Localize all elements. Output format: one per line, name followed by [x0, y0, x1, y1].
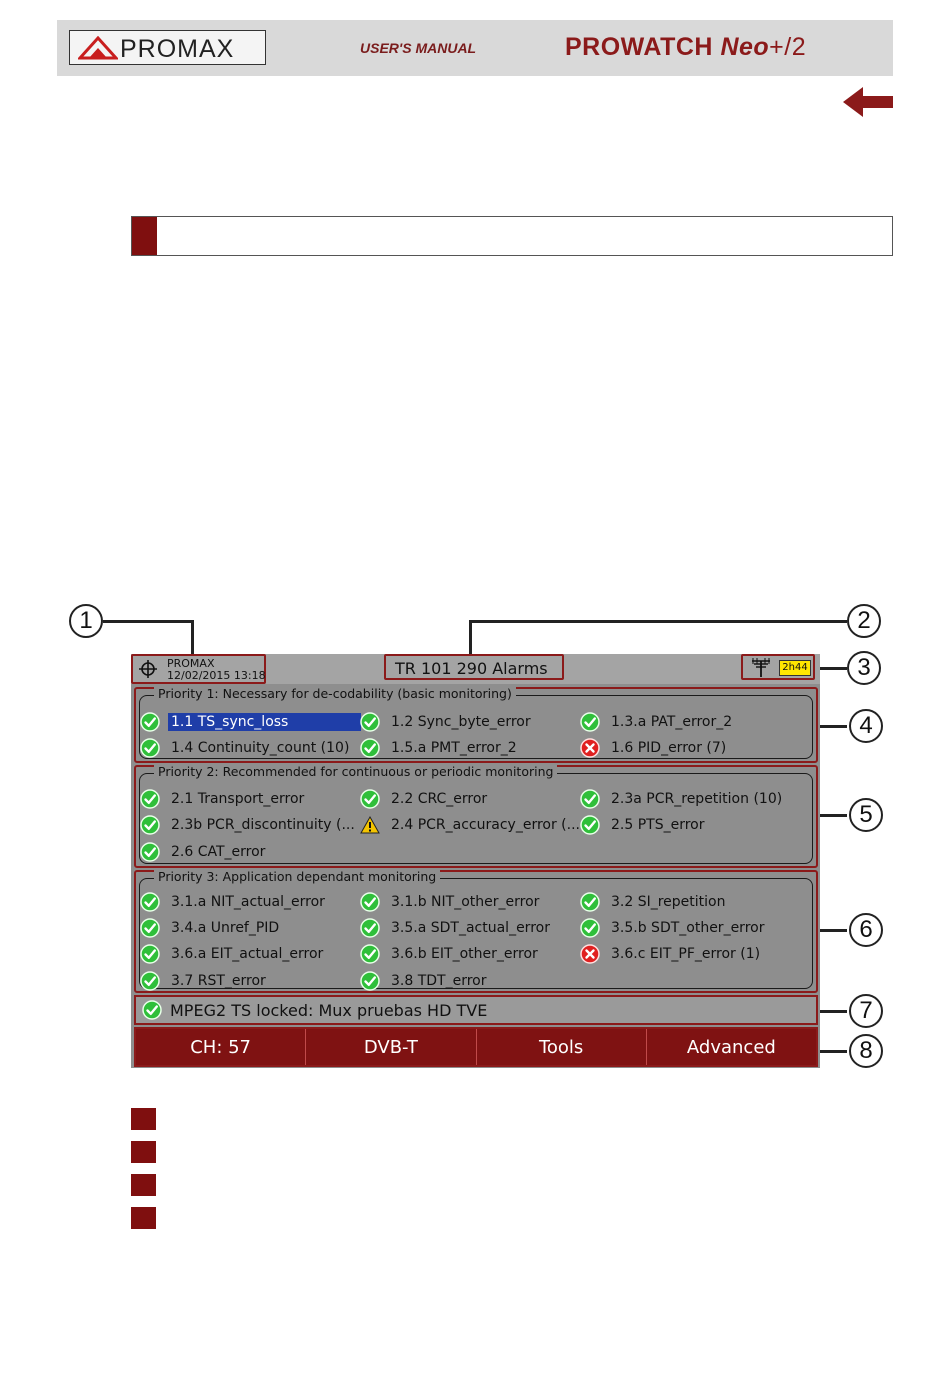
callout-8-leader	[818, 1050, 847, 1053]
channel-button[interactable]: CH: 57	[136, 1029, 306, 1065]
alarm-2-3a[interactable]	[580, 786, 785, 812]
tools-button[interactable]: Tools	[477, 1029, 647, 1065]
alarm-label: 1.5.a PMT_error_2	[391, 740, 517, 756]
section-marker	[132, 217, 157, 255]
bullet-marker	[131, 1108, 156, 1130]
target-icon[interactable]	[138, 659, 158, 679]
alarm-3-5a[interactable]	[360, 915, 553, 941]
alarm-label: 1.6 PID_error (7)	[611, 740, 727, 756]
date-time: 12/02/2015 13:18	[167, 669, 266, 682]
alarm-label: 2.3a PCR_repetition (10)	[611, 791, 783, 807]
callout-1-leader-down	[191, 620, 194, 658]
callout-4: 4	[849, 709, 883, 743]
brand-block	[167, 658, 266, 682]
ok-icon	[360, 738, 380, 758]
ok-icon	[360, 712, 380, 732]
ok-icon	[360, 892, 380, 912]
ok-icon	[580, 789, 600, 809]
alarm-3-1b[interactable]	[360, 889, 542, 915]
callout-2: 2	[847, 604, 881, 638]
bullet-marker	[131, 1207, 156, 1229]
ok-icon	[360, 918, 380, 938]
alarm-3-8[interactable]	[360, 968, 490, 994]
alarm-label: 1.1 TS_sync_loss	[168, 713, 361, 731]
ok-icon	[140, 918, 160, 938]
alarm-1-3a[interactable]	[580, 709, 735, 735]
bullet-marker	[131, 1141, 156, 1163]
screen-title: TR 101 290 Alarms	[395, 659, 548, 678]
ok-icon	[580, 815, 600, 835]
section-title-bar	[131, 216, 893, 256]
callout-1: 1	[69, 604, 103, 638]
callout-1-leader	[103, 620, 193, 623]
alarm-3-6b[interactable]	[360, 941, 541, 967]
alarm-label: 3.1.a NIT_actual_error	[171, 894, 325, 910]
alarm-label: 2.3b PCR_discontinuity (...	[171, 817, 355, 833]
alarm-label: 3.4.a Unref_PID	[171, 920, 280, 936]
callout-8: 8	[849, 1034, 883, 1068]
alarm-label: 1.4 Continuity_count (10)	[171, 740, 350, 756]
alarm-1-2[interactable]	[360, 709, 534, 735]
ok-icon	[140, 815, 160, 835]
alarm-2-3b[interactable]	[140, 812, 358, 838]
alarm-1-5a[interactable]	[360, 735, 520, 761]
warning-icon	[360, 815, 380, 835]
bullet-marker	[131, 1174, 156, 1196]
ok-icon	[140, 892, 160, 912]
alarm-label: 2.6 CAT_error	[171, 844, 266, 860]
callout-2-leader-down	[469, 620, 472, 656]
ok-icon	[140, 842, 160, 862]
alarm-3-4a[interactable]	[140, 915, 282, 941]
promax-logo	[69, 30, 266, 65]
priority-1-legend: Priority 1: Necessary for de-codability (basic monitoring)	[154, 686, 516, 701]
alarm-label: 3.2 SI_repetition	[611, 894, 726, 910]
alarm-3-1a[interactable]	[140, 889, 328, 915]
standard-button[interactable]: DVB-T	[306, 1029, 476, 1065]
ok-icon	[360, 789, 380, 809]
advanced-button[interactable]: Advanced	[686, 1036, 776, 1058]
manual-label: USER'S MANUAL	[360, 40, 477, 56]
alarm-3-6a[interactable]	[140, 941, 326, 967]
alarm-3-7[interactable]	[140, 968, 269, 994]
alarm-label: 1.2 Sync_byte_error	[391, 714, 531, 730]
callout-3: 3	[847, 651, 881, 685]
product-name-suffix: +/2	[769, 33, 807, 61]
ok-icon	[360, 944, 380, 964]
product-name-main: PROWATCH	[565, 33, 713, 61]
ok-icon	[360, 971, 380, 991]
error-icon	[580, 738, 600, 758]
alarm-label: 1.3.a PAT_error_2	[611, 714, 733, 730]
promax-logo-icon	[78, 36, 118, 60]
alarm-2-4[interactable]	[360, 812, 583, 838]
alarm-label: 2.4 PCR_accuracy_error (...	[391, 817, 580, 833]
alarm-label: 3.1.b NIT_other_error	[391, 894, 540, 910]
alarm-1-6[interactable]	[580, 735, 729, 761]
logo-text: PROMAX	[120, 35, 235, 63]
callout-2-leader	[469, 620, 847, 623]
alarm-2-2[interactable]	[360, 786, 490, 812]
callout-6: 6	[849, 913, 883, 947]
alarm-2-5[interactable]	[580, 812, 708, 838]
ok-icon	[140, 971, 160, 991]
alarm-label: 3.6.c EIT_PF_error (1)	[611, 946, 761, 962]
alarm-label: 3.6.b EIT_other_error	[391, 946, 538, 962]
ok-icon	[140, 738, 160, 758]
product-name-neo: Neo	[720, 33, 770, 61]
priority-3-legend: Priority 3: Application dependant monitoring	[154, 869, 440, 884]
alarm-label: 2.2 CRC_error	[391, 791, 488, 807]
lock-status-text: MPEG2 TS locked: Mux pruebas HD TVE	[170, 1000, 488, 1020]
alarm-label: 3.5.b SDT_other_error	[611, 920, 765, 936]
alarm-3-5b[interactable]	[580, 915, 767, 941]
alarm-1-1[interactable]	[140, 709, 361, 735]
alarm-3-6c[interactable]	[580, 941, 763, 967]
alarm-1-4[interactable]	[140, 735, 352, 761]
alarm-label: 3.6.a EIT_actual_error	[171, 946, 324, 962]
screen-top-bar	[131, 654, 820, 684]
ok-icon	[142, 1000, 162, 1020]
alarm-3-2[interactable]	[580, 889, 729, 915]
alarm-label: 3.5.a SDT_actual_error	[391, 920, 550, 936]
alarm-label: 3.8 TDT_error	[391, 973, 487, 989]
battery-indicator: 2h44	[779, 660, 811, 676]
instrument-screen	[131, 654, 820, 1068]
back-arrow-icon[interactable]	[843, 87, 895, 117]
ok-icon	[580, 918, 600, 938]
ok-icon	[140, 789, 160, 809]
ok-icon	[580, 892, 600, 912]
product-name	[565, 33, 806, 62]
alarm-2-1[interactable]	[140, 786, 307, 812]
alarm-label: 3.7 RST_error	[171, 973, 266, 989]
alarm-2-6[interactable]	[140, 839, 268, 865]
lock-status-bar	[134, 995, 818, 1025]
ok-icon	[580, 712, 600, 732]
soft-key-menu	[134, 1027, 818, 1067]
antenna-icon	[750, 657, 772, 677]
alarm-label: 2.5 PTS_error	[611, 817, 705, 833]
ok-icon	[140, 712, 160, 732]
error-icon	[580, 944, 600, 964]
priority-2-legend: Priority 2: Recommended for continuous or periodic monitoring	[154, 764, 557, 779]
callout-5: 5	[849, 798, 883, 832]
alarm-label: 2.1 Transport_error	[171, 791, 305, 807]
callout-7: 7	[849, 994, 883, 1028]
ok-icon	[140, 944, 160, 964]
brand-name: PROMAX	[167, 657, 215, 670]
